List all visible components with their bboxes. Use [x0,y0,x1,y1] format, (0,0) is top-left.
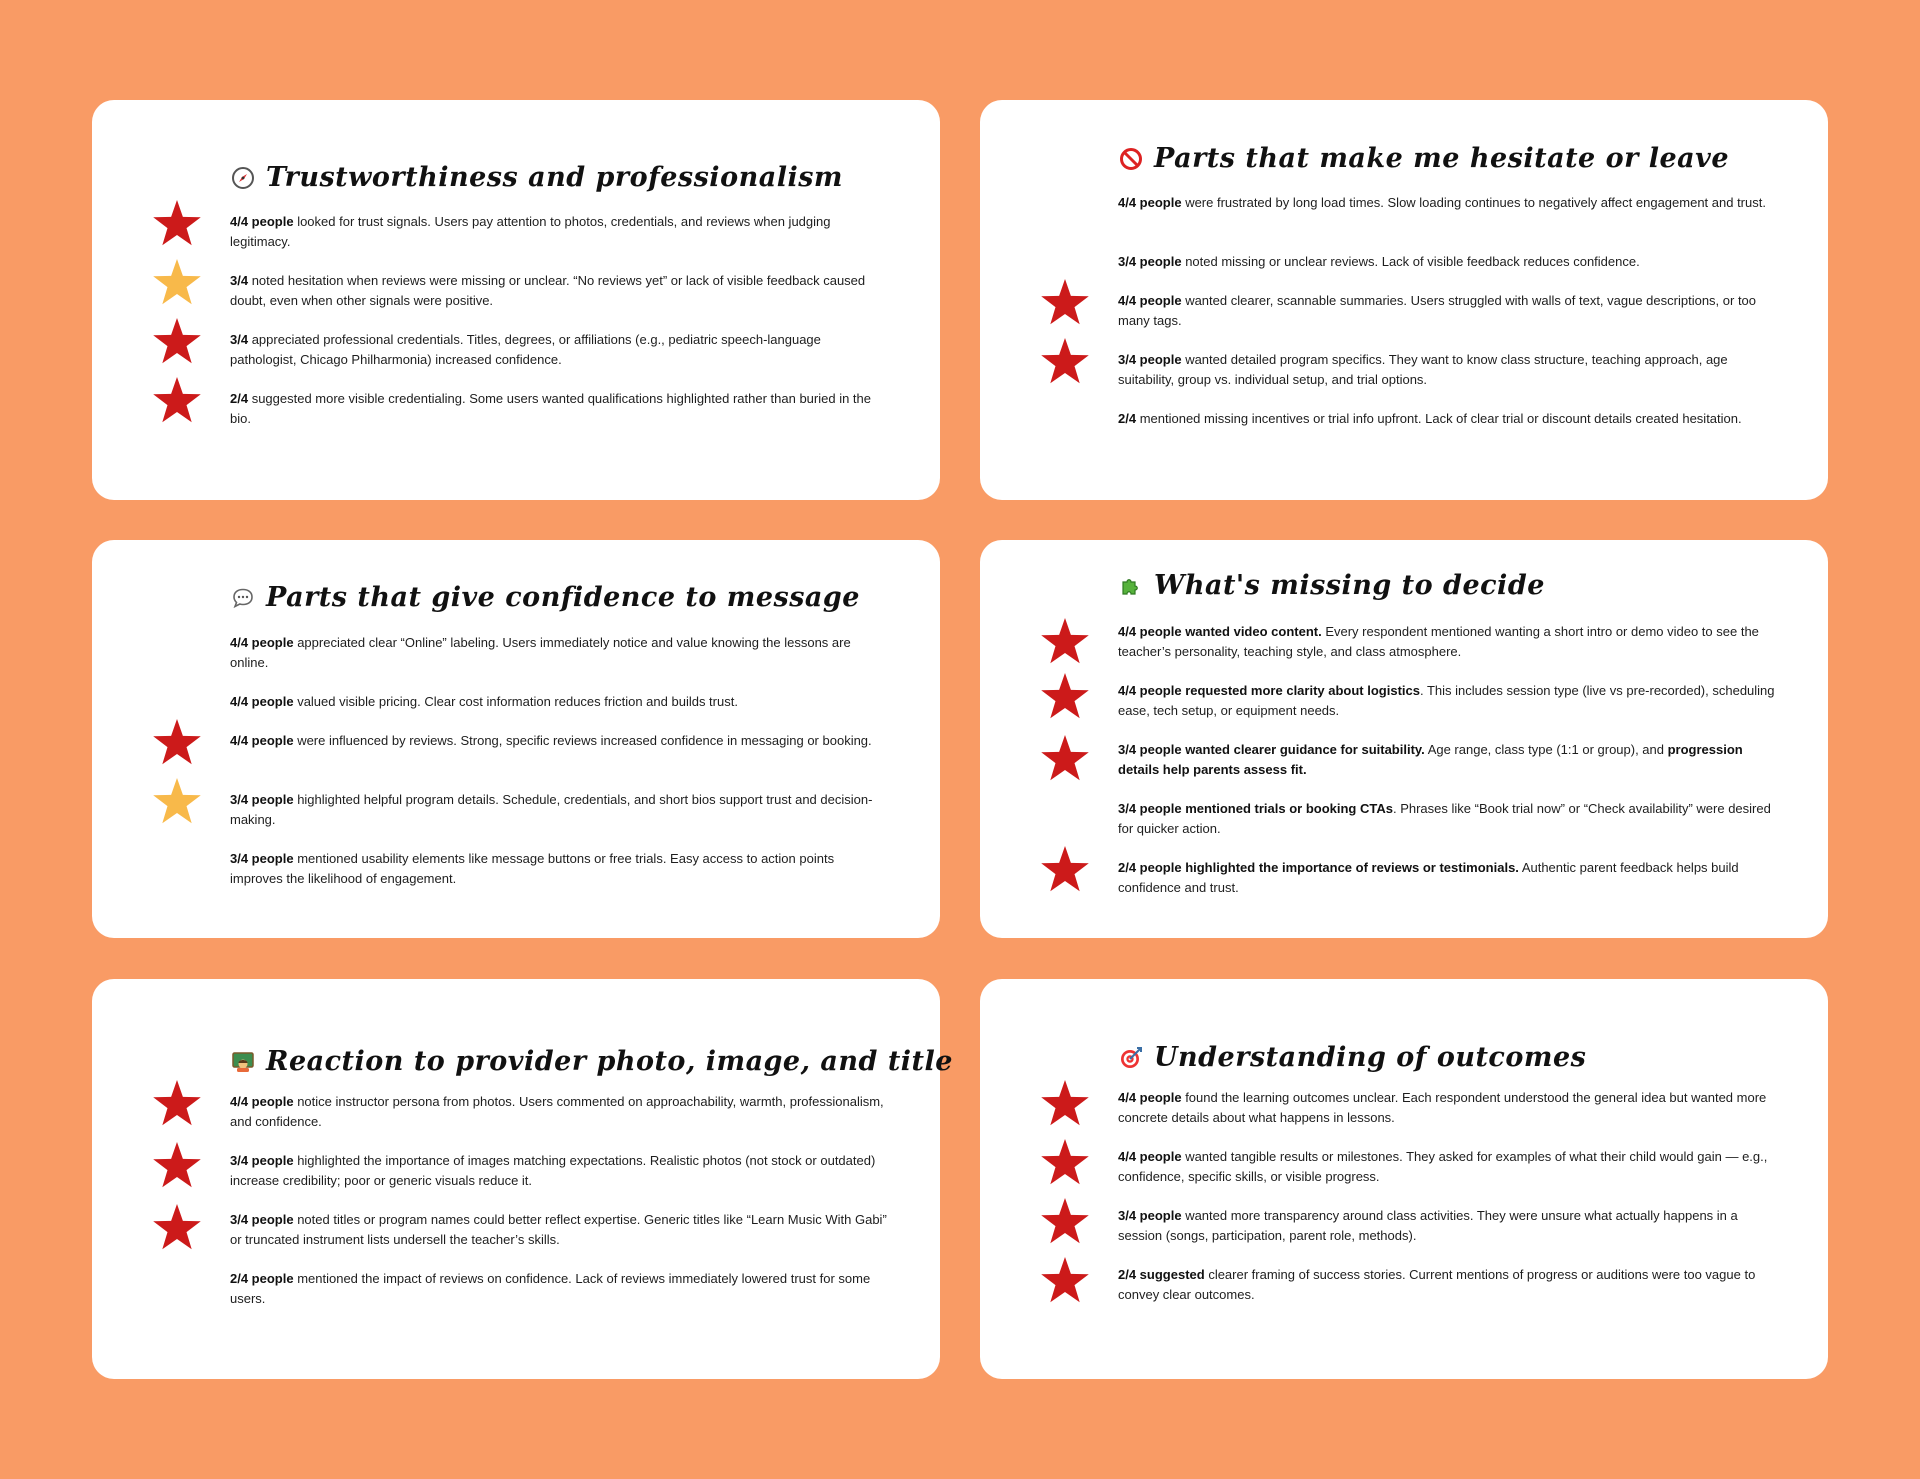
list-item [230,849,890,889]
item-lead: 4/4 people [230,733,294,748]
star-yellow-icon [150,775,204,829]
item-text: mentioned missing incentives or trial info upfront. Lack of clear trial or discount details created hesitation. [1136,411,1742,426]
item-lead: 3/4 people wanted clearer guidance for suitability. [1118,742,1425,757]
star-red-icon [150,1077,204,1131]
item-text: were frustrated by long load times. Slow loading continues to negatively affect engagement and trust. [1181,195,1766,210]
card-hesitate [980,100,1828,500]
card-title [1118,1042,1586,1073]
card-title-text: Trustworthiness and professionalism [266,162,843,193]
list-item [1118,799,1778,839]
list-item [230,1151,890,1191]
item-lead: 4/4 people wanted video content. [1118,624,1322,639]
item-lead: 3/4 people mentioned trials or booking CTAs [1118,801,1393,816]
star-red-icon [1038,1136,1092,1190]
item-lead: 2/4 suggested [1118,1267,1205,1282]
item-text: notice instructor persona from photos. Users commented on approachability, warmth, professionalism, and confidence. [230,1094,884,1129]
list-item [1118,291,1778,331]
list-item [1118,409,1778,429]
star-red-icon [150,1201,204,1255]
star-red-icon [1038,1077,1092,1131]
list-item [230,1269,890,1309]
item-lead: 3/4 people [230,851,294,866]
star-red-icon [1038,335,1092,389]
list-item [1118,681,1778,721]
star-red-icon [1038,670,1092,724]
card-title-text: What's missing to decide [1154,570,1545,601]
card-trustworthiness [92,100,940,500]
item-lead: 3/4 people [230,1212,294,1227]
item-text: noted titles or program names could better reflect expertise. Generic titles like “Learn Music With Gabi” or truncated instrument lists undersell the teacher’s skills. [230,1212,887,1247]
list-item [230,1092,890,1132]
item-lead: 2/4 people [230,1271,294,1286]
star-red-icon [1038,732,1092,786]
card-title [1118,143,1729,174]
card-confidence [92,540,940,938]
item-lead: 2/4 [1118,411,1137,426]
list-item [1118,193,1778,213]
item-text: were influenced by reviews. Strong, specific reviews increased confidence in messaging or booking. [293,733,872,748]
list-item [230,633,890,673]
star-red-icon [150,197,204,251]
item-lead: 4/4 people [1118,1090,1182,1105]
compass-icon [230,165,256,191]
item-lead: 2/4 people highlighted the importance of reviews or testimonials. [1118,860,1519,875]
list-item [1118,1088,1778,1128]
no-entry-icon [1118,146,1144,172]
item-text: valued visible pricing. Clear cost information reduces friction and builds trust. [293,694,738,709]
star-red-icon [1038,615,1092,669]
item-lead: 4/4 people requested more clarity about logistics [1118,683,1420,698]
list-item [1118,622,1778,662]
list-item [230,389,890,429]
item-text: suggested more visible credentialing. Some users wanted qualifications highlighted rather than buried in the bio. [230,391,872,426]
item-text: appreciated professional credentials. Titles, degrees, or affiliations (e.g., pediatric speech-language pathologist, Chicago Philharmonia) increased confidence. [230,332,821,367]
item-text: wanted clearer, scannable summaries. Users struggled with walls of text, vague descriptions, or too many tags. [1118,293,1757,328]
item-text: mentioned the impact of reviews on confidence. Lack of reviews immediately lowered trust for some users. [230,1271,871,1306]
puzzle-piece-icon [1118,573,1144,599]
list-item [230,731,890,751]
item-lead: 4/4 people [1118,195,1182,210]
item-text: noted missing or unclear reviews. Lack of visible feedback reduces confidence. [1181,254,1640,269]
card-reaction [92,979,953,1379]
item-tail: progression details help parents assess fit. [1118,742,1743,777]
item-text: wanted tangible results or milestones. They asked for examples of what their child would gain — e.g., confidence, specific skills, or visible progress. [1118,1149,1768,1184]
list-item [230,692,890,712]
item-text: found the learning outcomes unclear. Each respondent understood the general idea but wanted more concrete details about what happens in lessons. [1118,1090,1767,1125]
speech-bubble-icon [230,585,256,611]
card-title [230,1046,953,1077]
item-lead: 3/4 people [1118,1208,1182,1223]
item-lead: 4/4 people [1118,293,1182,308]
list-item [1118,350,1778,390]
item-text: Every respondent mentioned wanting a short intro or demo video to see the teacher’s personality, teaching style, and class atmosphere. [1118,624,1759,659]
item-text: wanted more transparency around class activities. They were unsure what actually happens in a session (songs, participation, parent role, methods). [1118,1208,1738,1243]
star-red-icon [150,374,204,428]
item-lead: 3/4 people [230,1153,294,1168]
list-item [1118,1265,1778,1305]
list-item [230,271,890,311]
item-lead: 4/4 people [230,635,294,650]
card-title [230,582,860,613]
item-text: Authentic parent feedback helps build confidence and trust. [1118,860,1739,895]
item-lead: 4/4 people [230,1094,294,1109]
item-text: highlighted helpful program details. Schedule, credentials, and short bios support trust and decision-making. [230,792,873,827]
list-item [1118,740,1778,780]
card-title-text: Understanding of outcomes [1154,1042,1587,1073]
item-lead: 4/4 people [230,694,294,709]
item-text: clearer framing of success stories. Current mentions of progress or auditions were too vague to convey clear outcomes. [1118,1267,1756,1302]
item-lead: 3/4 people [230,792,294,807]
list-item [230,330,890,370]
item-text: noted hesitation when reviews were missing or unclear. “No reviews yet” or lack of visible feedback caused doubt, even when other signals were positive. [230,273,866,308]
card-title-text: Parts that give confidence to message [266,582,860,613]
item-text: mentioned usability elements like message buttons or free trials. Easy access to action points improves the likelihood of engagement. [230,851,835,886]
star-red-icon [1038,1195,1092,1249]
item-text: Age range, class type (1:1 or group), and [1424,742,1668,757]
star-red-icon [150,1139,204,1193]
list-item [1118,858,1778,898]
item-lead: 4/4 people [1118,1149,1182,1164]
item-lead: 3/4 people [1118,352,1182,367]
card-title-text: Reaction to provider photo, image, and title [266,1046,953,1077]
item-text: wanted detailed program specifics. They want to know class structure, teaching approach, age suitability, group vs. individual setup, and trial options. [1118,352,1728,387]
item-text: looked for trust signals. Users pay attention to photos, credentials, and reviews when judging legitimacy. [230,214,831,249]
star-yellow-icon [150,256,204,310]
teacher-icon [230,1049,256,1075]
target-icon [1118,1045,1144,1071]
card-title [1118,570,1545,601]
star-red-icon [150,315,204,369]
list-item [1118,252,1778,272]
item-lead: 2/4 [230,391,249,406]
item-text: appreciated clear “Online” labeling. Users immediately notice and value knowing the lessons are online. [230,635,851,670]
item-lead: 3/4 [230,273,249,288]
item-text: . This includes session type (live vs pre-recorded), scheduling ease, tech setup, or equipment needs. [1118,683,1775,718]
list-item [1118,1206,1778,1246]
star-red-icon [1038,843,1092,897]
list-item [1118,1147,1778,1187]
list-item [230,790,890,830]
list-item [230,212,890,252]
card-missing [980,540,1828,938]
card-title-text: Parts that make me hesitate or leave [1154,143,1730,174]
star-red-icon [1038,1254,1092,1308]
item-lead: 3/4 people [1118,254,1182,269]
item-text: . Phrases like “Book trial now” or “Check availability” were desired for quicker action. [1118,801,1771,836]
item-lead: 4/4 people [230,214,294,229]
card-title [230,162,843,193]
star-red-icon [150,716,204,770]
list-item [230,1210,890,1250]
star-red-icon [1038,276,1092,330]
card-outcomes [980,979,1828,1379]
item-text: highlighted the importance of images matching expectations. Realistic photos (not stock or outdated) increase credibility; poor or generic visuals reduce it. [230,1153,876,1188]
item-lead: 3/4 [230,332,249,347]
